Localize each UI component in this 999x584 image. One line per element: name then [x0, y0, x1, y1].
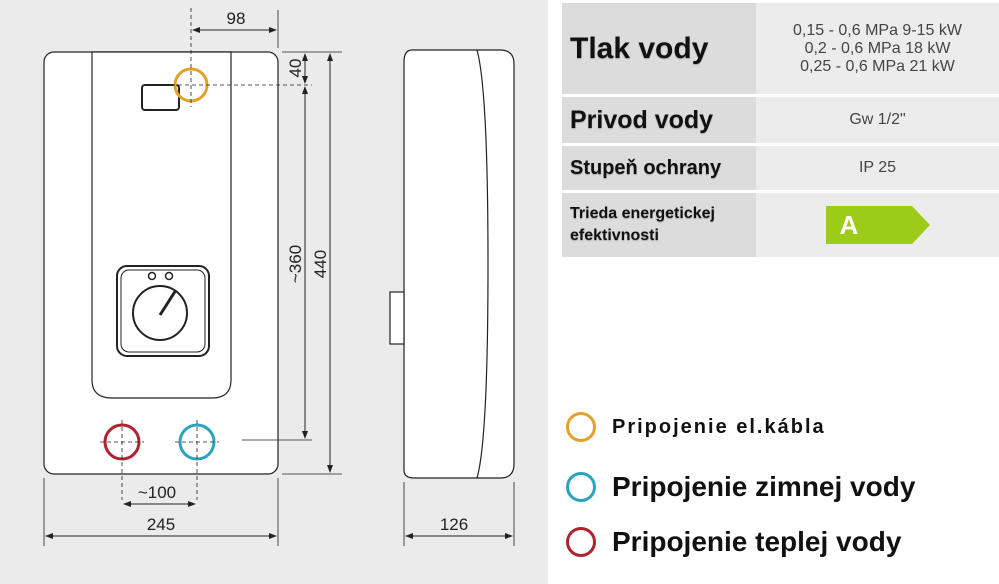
energy-class-letter: A — [839, 210, 859, 240]
dim-top-height: 40 — [286, 58, 305, 78]
spec-row-energy — [562, 193, 999, 257]
legend-item-hot-water — [566, 522, 901, 562]
legend-item-cold-water — [566, 467, 915, 507]
display-window — [142, 85, 179, 110]
legend-label-cold-water: Pripojenie zimnej vody — [612, 471, 916, 502]
spec-label-inlet: Privod vody — [562, 97, 756, 143]
energy-label-line-2: efektivnosti — [570, 227, 659, 244]
dim-top-width: 98 — [226, 9, 246, 28]
spec-label-energy — [562, 193, 756, 257]
dim-total-height: 440 — [311, 249, 330, 279]
legend-label-hot-water: Pripojenie teplej vody — [612, 526, 902, 557]
dim-inner-height: ~360 — [286, 244, 305, 284]
heater-side-body — [404, 50, 514, 478]
pressure-line-2: 0,2 - 0,6 MPa 18 kW — [804, 39, 951, 57]
side-mount-bracket — [390, 292, 404, 344]
spec-value-protection: IP 25 — [756, 146, 999, 190]
orange-ring-icon — [566, 412, 596, 442]
legend-label-cable: Pripojenie el.kábla — [612, 415, 826, 438]
dim-depth: 126 — [439, 515, 469, 534]
energy-label-line-1: Trieda energetickej — [570, 205, 715, 222]
dim-pipe-spacing: ~100 — [137, 483, 177, 502]
spec-table — [562, 0, 999, 260]
dim-total-width: 245 — [146, 515, 176, 534]
spec-row-inlet — [562, 97, 999, 143]
spec-label-pressure: Tlak vody — [562, 3, 756, 94]
pressure-line-1: 0,15 - 0,6 MPa 9-15 kW — [793, 21, 962, 39]
pressure-line-3: 0,25 - 0,6 MPa 21 kW — [800, 57, 955, 75]
spec-row-protection — [562, 146, 999, 190]
spec-row-pressure — [562, 3, 999, 94]
red-ring-icon — [566, 527, 596, 557]
legend-item-cable — [566, 407, 826, 447]
indicator-dot-right — [166, 273, 173, 280]
spec-value-energy — [756, 193, 999, 257]
blue-ring-icon — [566, 472, 596, 502]
energy-class-badge — [826, 206, 930, 244]
spec-value-inlet: Gw 1/2" — [756, 97, 999, 143]
indicator-dot-left — [149, 273, 156, 280]
spec-label-protection: Stupeň ochrany — [562, 146, 756, 190]
spec-value-pressure — [756, 3, 999, 94]
